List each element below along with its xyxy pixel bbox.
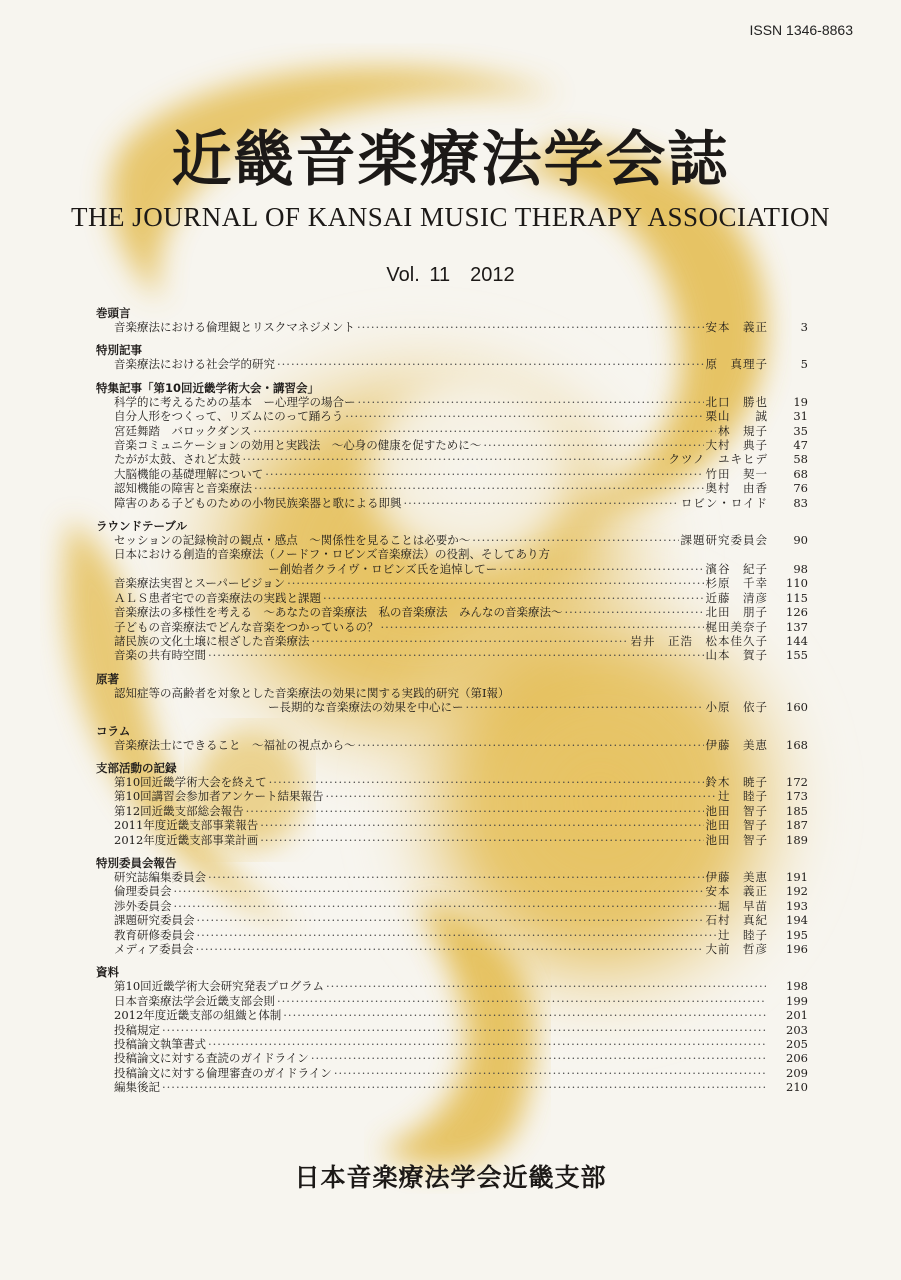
toc-entry-author: 伊藤 美恵 [705, 869, 768, 884]
dot-leader [345, 409, 703, 423]
toc-entry-title: 音楽の共有時空間 [114, 648, 206, 663]
toc-section [96, 343, 808, 371]
toc-entry-author: 林 規子 [718, 423, 768, 438]
toc-entry-author: クツノ ユキヒデ [668, 452, 768, 467]
toc-entry-title: 認知症等の高齢者を対象とした音楽療法の効果に関する実践的研究（第Ⅰ報） [114, 685, 510, 700]
dot-leader [466, 700, 704, 714]
toc-entry-title: 音楽療法実習とスーパービジョン [114, 576, 286, 591]
toc-entry-title: 日本音楽療法学会近畿支部会則 [114, 993, 275, 1008]
toc-entry-title: 研究誌編集委員会 [114, 869, 206, 884]
toc-entry-title: 第10回講習会参加者アンケート結果報告 [114, 789, 324, 804]
toc-entry-page: 5 [800, 357, 808, 372]
toc-entry [96, 591, 808, 605]
toc-entry-page: 206 [786, 1051, 808, 1066]
dot-leader [381, 620, 704, 634]
toc-section-heading: コラム [96, 723, 131, 738]
toc-entry-author: 伊藤 美恵 [705, 737, 768, 752]
table-of-contents [96, 306, 808, 1104]
toc-section [96, 965, 808, 1094]
toc-entry-page: 76 [793, 481, 808, 496]
toc-entry-page: 19 [793, 394, 808, 409]
toc-entry-title: 課題研究委員会 [114, 913, 195, 928]
toc-entry-title: 音楽療法における社会学的研究 [114, 357, 275, 372]
toc-entry [96, 620, 808, 634]
toc-entry [96, 884, 808, 898]
toc-entry [96, 804, 808, 818]
toc-entry-title: 第12回近畿支部総会報告 [114, 803, 244, 818]
toc-entry-page: 205 [786, 1037, 808, 1052]
toc-section [96, 672, 808, 715]
toc-entry [96, 899, 808, 913]
toc-entry-author: 近藤 清彦 [705, 590, 768, 605]
toc-entry-author: 岩井 正浩 松本佳久子 [630, 633, 768, 648]
toc-entry [96, 1066, 808, 1080]
toc-entry-page: 194 [786, 913, 808, 928]
toc-entry-page: 47 [793, 438, 808, 453]
toc-section [96, 761, 808, 847]
toc-entry-page: 115 [786, 590, 808, 605]
toc-section [96, 856, 808, 956]
toc-entry-title: 第10回近畿学術大会を終えて [114, 774, 267, 789]
toc-entry-title: 投稿論文に対する査読のガイドライン [114, 1051, 309, 1066]
toc-entry [96, 928, 808, 942]
toc-entry-author: 辻 睦子 [718, 789, 768, 804]
dot-leader [269, 775, 704, 789]
toc-entry [96, 320, 808, 334]
toc-entry-page: 90 [793, 533, 808, 548]
toc-entry-title: 投稿論文執筆書式 [114, 1037, 206, 1052]
toc-entry-title: 諸民族の文化土壌に根ざした音楽療法 [114, 633, 310, 648]
toc-entry-title: 投稿規定 [114, 1022, 160, 1037]
dot-leader [162, 1080, 766, 1094]
toc-entry-author: 課題研究委員会 [680, 533, 768, 548]
toc-section-heading: 支部活動の記録 [96, 760, 177, 775]
dot-leader [162, 1023, 766, 1037]
toc-entry-title: 第10回近畿学術大会研究発表プログラム [114, 979, 325, 994]
toc-entry-title: セッションの記録検討の観点・感点 〜関係性を見ることは必要か〜 [114, 533, 471, 548]
toc-entry-title: 投稿論文に対する倫理審査のガイドライン [114, 1065, 332, 1080]
toc-entry-page: 31 [793, 409, 808, 424]
dot-leader [325, 789, 716, 803]
toc-entry-author: 濱谷 紀子 [705, 561, 768, 576]
toc-entry [96, 395, 808, 409]
toc-entry-author: 池田 智子 [705, 818, 768, 833]
toc-entry [96, 700, 808, 714]
toc-entry-page: 3 [800, 320, 808, 334]
toc-entry-author: 梶田美奈子 [705, 619, 768, 634]
toc-section [96, 724, 808, 752]
toc-entry [96, 942, 808, 956]
toc-entry [96, 496, 808, 510]
toc-entry-page: 155 [786, 648, 808, 663]
dot-leader [254, 481, 704, 495]
volume-year: Vol. 11 2012 [386, 264, 515, 286]
toc-entry-author: 栗山 誠 [705, 409, 768, 424]
toc-entry-title: 日本における創造的音楽療法（ノードフ・ロビンズ音楽療法）の役割、そしてあり方 [114, 547, 550, 562]
toc-entry-page: 195 [786, 927, 808, 942]
toc-entry [96, 979, 808, 993]
toc-entry-page: 172 [786, 774, 808, 789]
toc-entry-page: 185 [786, 803, 808, 818]
toc-entry-title: 音楽療法における倫理観とリスクマネジメント [114, 320, 355, 334]
toc-entry [96, 818, 808, 832]
toc-entry [96, 994, 808, 1008]
toc-entry [96, 424, 808, 438]
toc-entry-author: 鈴木 暁子 [705, 774, 768, 789]
toc-entry-title: 教育研修委員会 [114, 927, 195, 942]
toc-entry-title: 障害のある子どものための小物民族楽器と歌による即興 [114, 495, 402, 510]
toc-entry-author: 小原 依子 [705, 700, 768, 715]
toc-section-heading: 特別委員会報告 [96, 855, 177, 870]
toc-entry-title: 宮廷舞踏 バロックダンス [114, 423, 252, 438]
dot-leader [277, 357, 704, 371]
dot-leader [404, 496, 679, 510]
toc-entry [96, 481, 808, 495]
dot-leader [246, 804, 704, 818]
dot-leader [260, 833, 703, 847]
toc-entry-title: ー長期的な音楽療法の効果を中心にー [268, 700, 464, 715]
dot-leader [499, 562, 703, 576]
toc-entry [96, 870, 808, 884]
dot-leader [260, 818, 703, 832]
toc-entry-author: 北口 勝也 [705, 394, 768, 409]
toc-entry [96, 833, 808, 847]
toc-entry [96, 1037, 808, 1051]
dot-leader [312, 634, 629, 648]
toc-entry [96, 1008, 808, 1022]
toc-entry [96, 605, 808, 619]
toc-entry-title: 音楽療法士にできること 〜福祉の視点から〜 [114, 737, 356, 752]
toc-entry-author: 池田 智子 [705, 803, 768, 818]
dot-leader [283, 1008, 766, 1022]
toc-entry-title: ＡＬＳ患者宅での音楽療法の実践と課題 [114, 590, 321, 605]
dot-leader [208, 1037, 766, 1051]
toc-entry-page: 192 [786, 884, 808, 899]
dot-leader [334, 1066, 766, 1080]
toc-entry-title: 編集後記 [114, 1080, 160, 1095]
toc-entry [96, 775, 808, 789]
dot-leader [208, 870, 704, 884]
toc-entry [96, 648, 808, 662]
journal-title-japanese: 近畿音楽療法学会誌 [171, 125, 730, 195]
dot-leader [323, 591, 704, 605]
toc-entry-page: 160 [786, 700, 808, 715]
dot-leader [358, 395, 704, 409]
toc-entry-author: 堀 早苗 [718, 898, 768, 913]
toc-entry-title: 倫理委員会 [114, 884, 172, 899]
toc-section-heading: 特集記事「第10回近畿学術大会・講習会」 [96, 380, 320, 395]
publisher-name: 日本音楽療法学会近畿支部 [294, 1163, 607, 1192]
dot-leader [265, 467, 703, 481]
toc-entry-page: 193 [786, 898, 808, 913]
toc-entry-page: 68 [793, 466, 808, 481]
toc-entry-page: 196 [786, 942, 808, 956]
dot-leader [326, 979, 766, 993]
toc-entry-page: 210 [786, 1080, 808, 1095]
toc-entry-author: 奥村 由香 [705, 481, 768, 496]
toc-entry-page: 201 [786, 1008, 808, 1023]
toc-entry [96, 1051, 808, 1065]
toc-section-heading: ラウンドテーブル [96, 519, 187, 534]
toc-entry-title: 科学的に考えるための基本 ー心理学の場合ー [114, 394, 356, 409]
dot-leader [243, 452, 667, 466]
toc-entry-page: 168 [786, 737, 808, 752]
toc-entry-title: 2012年度近畿支部事業計画 [114, 832, 259, 847]
toc-entry-title: 自分人形をつくって、リズムにのって踊ろう [114, 409, 344, 424]
toc-section [96, 381, 808, 510]
toc-entry [96, 1023, 808, 1037]
toc-entry-page: 35 [793, 423, 808, 438]
toc-entry [96, 438, 808, 452]
dot-leader [197, 928, 717, 942]
dot-leader [253, 424, 716, 438]
toc-section [96, 519, 808, 663]
toc-entry-page: 209 [786, 1065, 808, 1080]
toc-entry-author: 石村 真紀 [705, 913, 768, 928]
toc-entry-page: 58 [793, 452, 808, 467]
toc-section-heading: 原著 [96, 671, 119, 686]
toc-entry-title: 音楽コミュニケーションの効用と実践法 〜心身の健康を促すために〜 [114, 438, 482, 453]
toc-entry [96, 634, 808, 648]
toc-entry [96, 409, 808, 423]
toc-entry [96, 357, 808, 371]
toc-entry-author: 大村 典子 [705, 438, 768, 453]
dot-leader [287, 576, 703, 590]
toc-entry-author: 安本 義正 [705, 884, 768, 899]
toc-entry-page: 83 [793, 495, 808, 510]
toc-entry-page: 110 [786, 576, 808, 591]
toc-entry-page: 189 [786, 832, 808, 847]
toc-entry-page: 199 [786, 993, 808, 1008]
toc-entry-title: たがが太鼓、されど太鼓 [114, 452, 241, 467]
toc-entry-page: 137 [786, 619, 808, 634]
toc-entry-title: 認知機能の障害と音楽療法 [114, 481, 252, 496]
toc-section [96, 306, 808, 334]
dot-leader [358, 738, 704, 752]
toc-entry-title: 音楽療法の多様性を考える 〜あなたの音楽療法 私の音楽療法 みんなの音楽療法〜 [114, 605, 563, 620]
toc-entry-author: 原 真理子 [705, 357, 768, 372]
toc-entry-author: 大前 哲彦 [705, 942, 768, 956]
toc-entry [96, 562, 808, 576]
dot-leader [197, 913, 704, 927]
toc-entry-author: 杉原 千幸 [705, 576, 768, 591]
toc-section-heading: 巻頭言 [96, 306, 131, 320]
dot-leader [174, 884, 704, 898]
toc-entry [96, 452, 808, 466]
toc-entry [96, 913, 808, 927]
journal-title-english: THE JOURNAL OF KANSAI MUSIC THERAPY ASSOCIATION [70, 202, 831, 232]
dot-leader [565, 605, 704, 619]
toc-entry-author: 竹田 契一 [705, 466, 768, 481]
toc-section-heading: 資料 [96, 965, 119, 980]
toc-entry-title: ー創始者クライヴ・ロビンズ氏を追悼してー [268, 561, 498, 576]
toc-entry-title: 渉外委員会 [114, 898, 172, 913]
dot-leader [483, 438, 703, 452]
toc-entry-page: 126 [786, 605, 808, 620]
toc-entry-author: ロビン・ロイド [680, 495, 768, 510]
toc-section-heading: 特別記事 [96, 343, 142, 358]
toc-entry-title: 大脳機能の基礎理解について [114, 466, 264, 481]
toc-entry [96, 1080, 808, 1094]
toc-entry-author: 山本 賀子 [705, 648, 768, 663]
toc-entry-page: 203 [786, 1022, 808, 1037]
toc-entry-page: 198 [786, 979, 808, 994]
toc-entry [96, 576, 808, 590]
toc-entry-author: 池田 智子 [705, 832, 768, 847]
toc-entry-page: 191 [786, 869, 808, 884]
toc-entry-title: 2012年度近畿支部の組織と体制 [114, 1008, 282, 1023]
toc-entry-author: 辻 睦子 [718, 927, 768, 942]
dot-leader [311, 1051, 766, 1065]
toc-entry-page: 173 [786, 789, 808, 804]
toc-entry-page: 144 [786, 633, 808, 648]
toc-entry [96, 789, 808, 803]
toc-entry-title: 2011年度近畿支部事業報告 [114, 818, 259, 833]
dot-leader [208, 648, 704, 662]
dot-leader [357, 320, 704, 334]
toc-entry [96, 533, 808, 547]
toc-entry-author: 北田 朋子 [705, 605, 768, 620]
dot-leader [472, 533, 678, 547]
dot-leader [174, 899, 717, 913]
toc-entry-title: メディア委員会 [114, 942, 194, 956]
toc-entry-author: 安本 義正 [705, 320, 768, 334]
dot-leader [277, 994, 766, 1008]
toc-entry-page: 98 [793, 561, 808, 576]
toc-entry [96, 467, 808, 481]
issn-number: ISSN 1346-8863 [749, 22, 853, 38]
toc-entry-title: 子どもの音楽療法でどんな音楽をつかっているの？ [114, 619, 379, 634]
dot-leader [196, 942, 704, 956]
toc-entry-page: 187 [786, 818, 808, 833]
toc-entry [96, 738, 808, 752]
